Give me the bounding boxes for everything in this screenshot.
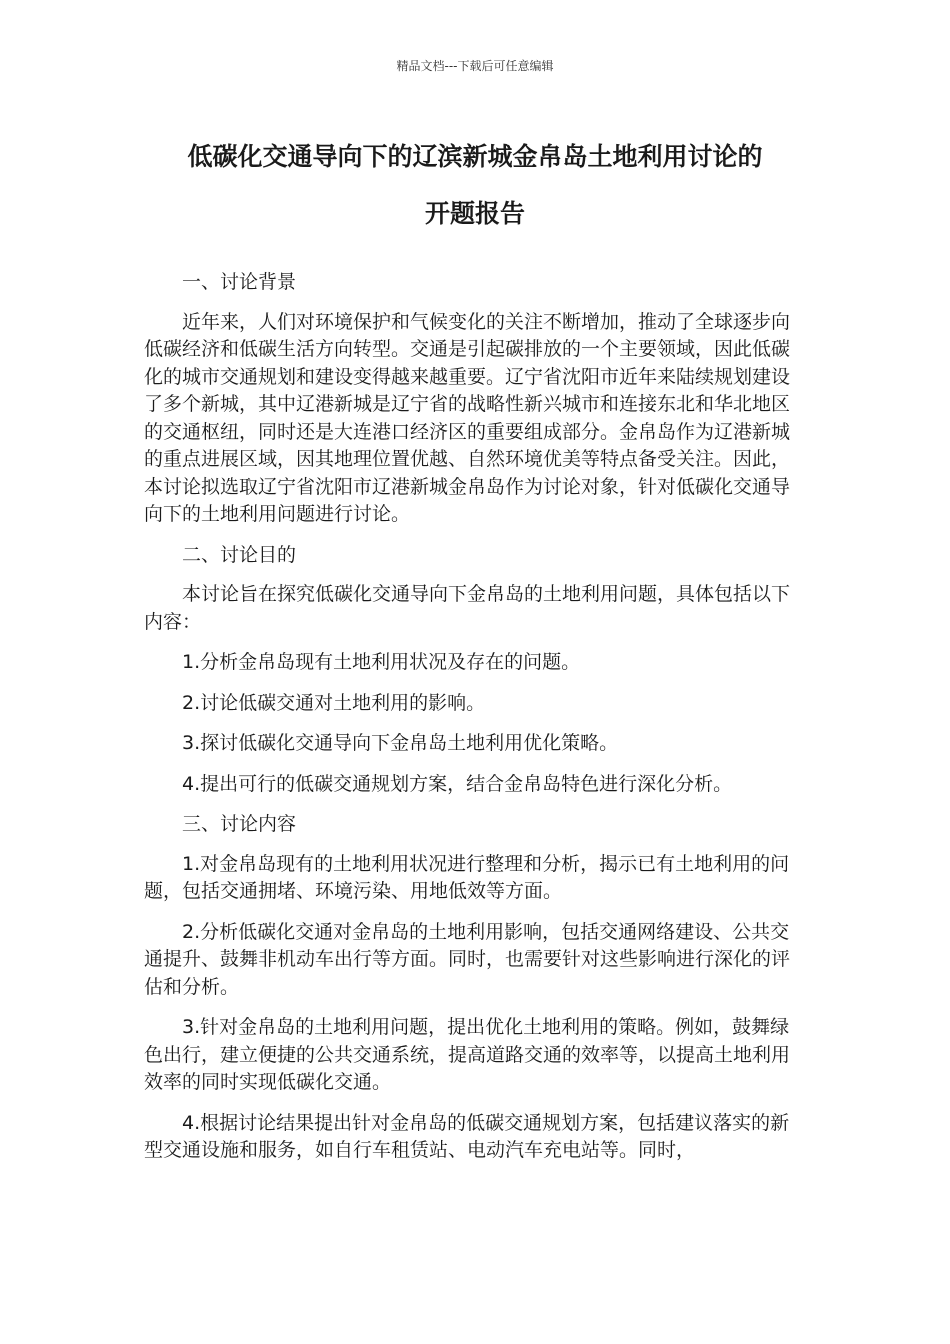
document-body	[144, 269, 796, 1178]
page-header: 精品文档---下载后可任意编辑	[396, 59, 554, 73]
purpose-item-2: 2.讨论低碳交通对土地利用的影响。	[182, 691, 486, 714]
section-heading-background: 一、讨论背景	[182, 271, 297, 293]
document-title	[140, 128, 810, 242]
content-item-2: 2.分析低碳化交通对金帛岛的土地利用影响，包括交通网络建设、公共交通提升、鼓舞非机动车出行等方面。同时，也需要针对这些影响进行深化的评估和分析。	[144, 920, 791, 998]
paragraph-purpose-intro: 本讨论旨在探究低碳化交通导向下金帛岛的土地利用问题，具体包括以下内容：	[144, 583, 791, 633]
paragraph-background: 近年来，人们对环境保护和气候变化的关注不断增加，推动了全球逐步向低碳经济和低碳生活方向转型。交通是引起碳排放的一个主要领域，因此低碳化的城市交通规划和建设变得越来越重要。辽宁省沈阳市近年来陆续规划建设了多个新城，其中辽港新城是辽宁省的战略性新兴城市和连接东北和华北地区的交通枢纽，同时还是大连港口经济区的重要组成部分。金帛岛作为辽港新城的重点进展区域，因其地理位置优越、自然环境优美等特点备受关注。因此，本讨论拟选取辽宁省沈阳市辽港新城金帛岛作为讨论对象，针对低碳化交通导向下的土地利用问题进行讨论。	[144, 310, 791, 525]
content-item-1: 1.对金帛岛现有的土地利用状况进行整理和分析，揭示已有土地利用的问题，包括交通拥堵、环境污染、用地低效等方面。	[144, 852, 790, 902]
purpose-item-3: 3.探讨低碳化交通导向下金帛岛土地利用优化策略。	[182, 732, 619, 754]
content-item-4: 4.根据讨论结果提出针对金帛岛的低碳交通规划方案，包括建议落实的新型交通设施和服务，如自行车租赁站、电动汽车充电站等。同时，	[144, 1111, 790, 1161]
section-heading-purpose: 二、讨论目的	[182, 543, 297, 566]
purpose-item-1: 1.分析金帛岛现有土地利用状况及存在的问题。	[182, 651, 581, 673]
content-item-3: 3.针对金帛岛的土地利用问题，提出优化土地利用的策略。例如，鼓舞绿色出行，建立便捷的公共交通系统，提高道路交通的效率等，以提高土地利用效率的同时实现低碳化交通。	[144, 1016, 791, 1093]
purpose-item-4: 4.提出可行的低碳交通规划方案，结合金帛岛特色进行深化分析。	[182, 772, 733, 795]
title-line-2: 开题报告	[424, 199, 525, 228]
section-heading-content: 三、讨论内容	[182, 813, 297, 835]
title-line-1: 低碳化交通导向下的辽滨新城金帛岛土地利用讨论的	[187, 142, 763, 171]
